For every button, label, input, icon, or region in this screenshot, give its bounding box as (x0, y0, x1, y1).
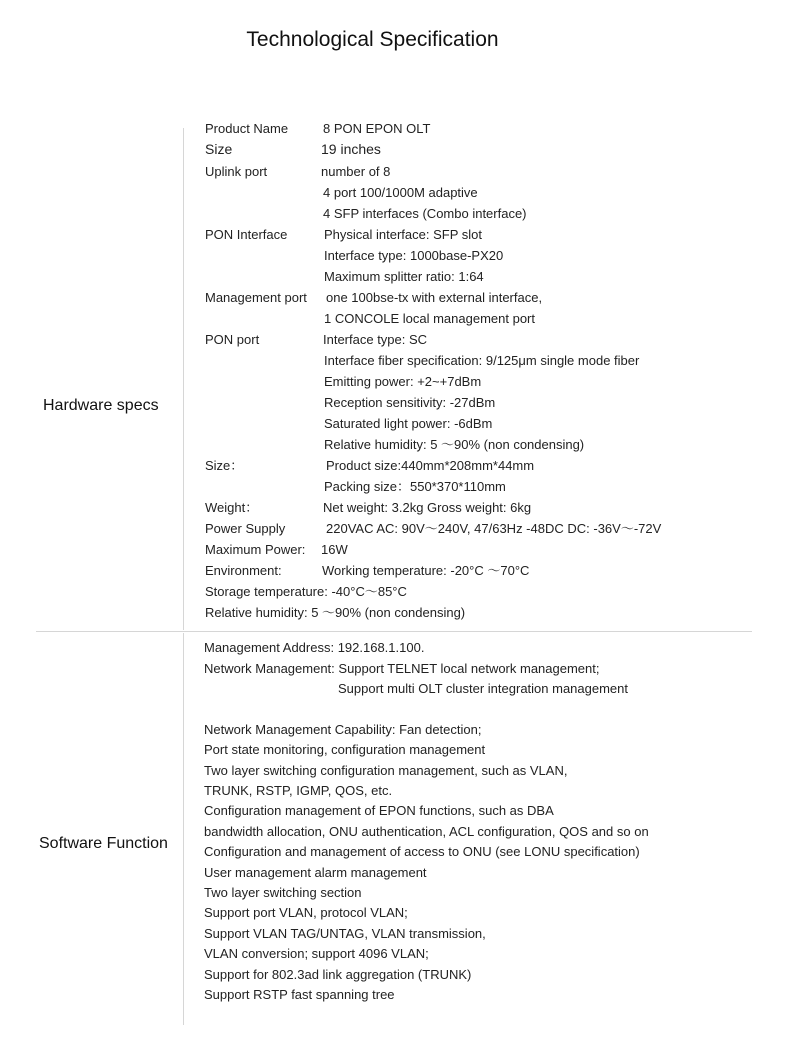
software-function-line: Configuration and management of access to ONU (see LONU specification) (204, 844, 640, 859)
hardware-spec-row (205, 437, 765, 455)
hardware-spec-value: Packing size：550*370*110mm (324, 479, 506, 494)
hardware-spec-label: PON port (205, 332, 260, 347)
hardware-spec-value: Relative humidity: 5 ～90% (non condensing) (324, 437, 585, 452)
hardware-spec-value: Reception sensitivity: -27dBm (324, 395, 496, 410)
hardware-spec-value: 1 CONCOLE local management port (324, 311, 535, 326)
hardware-spec-label: Product Name (205, 121, 289, 136)
hardware-spec-value: 4 SFP interfaces (Combo interface) (323, 206, 527, 221)
hardware-spec-row (205, 121, 765, 139)
hardware-spec-row (205, 458, 765, 476)
hardware-spec-label: PON Interface (205, 227, 288, 242)
hardware-spec-row (205, 353, 765, 371)
hardware-spec-value: number of 8 (321, 164, 391, 179)
hardware-spec-label: Uplink port (205, 164, 268, 179)
hardware-spec-label: Size： (205, 458, 244, 473)
software-function-line: Support for 802.3ad link aggregation (TRUNK) (204, 967, 472, 982)
hardware-spec-value: Physical interface: SFP slot (324, 227, 482, 242)
hardware-spec-value: 220VAC AC: 90V～240V, 47/63Hz -48DC DC: -36V～-72V (326, 521, 662, 536)
hardware-spec-row (205, 164, 765, 182)
software-function-line: Configuration management of EPON functions, such as DBA (204, 803, 554, 818)
hardware-spec-label: Environment: (205, 563, 282, 578)
hardware-spec-row (205, 141, 765, 159)
hardware-spec-row (205, 605, 765, 623)
hardware-spec-value: Interface type: 1000base-PX20 (324, 248, 504, 263)
hardware-spec-label: Storage temperature: -40°C～85°C (205, 584, 407, 599)
hardware-spec-label: Power Supply (205, 521, 286, 536)
hardware-spec-row (205, 185, 765, 203)
hardware-spec-value: Net weight: 3.2kg Gross weight: 6kg (323, 500, 532, 515)
software-function-line: VLAN conversion; support 4096 VLAN; (204, 946, 429, 961)
software-function-line: Support RSTP fast spanning tree (204, 987, 395, 1002)
hardware-spec-value: Product size:440mm*208mm*44mm (326, 458, 535, 473)
hardware-spec-row (205, 332, 765, 350)
software-function-line: Network Management Capability: Fan detection; (204, 722, 482, 737)
hardware-spec-value: 4 port 100/1000M adaptive (323, 185, 478, 200)
hardware-section-label: Hardware specs (43, 397, 159, 414)
hardware-spec-row (205, 227, 765, 245)
hardware-spec-row (205, 500, 765, 518)
hardware-spec-row (205, 374, 765, 392)
software-function-line: Two layer switching section (204, 885, 362, 900)
hardware-spec-label: Maximum Power: (205, 542, 306, 557)
software-function-line: TRUNK, RSTP, IGMP, QOS, etc. (204, 783, 393, 798)
vertical-divider-top (183, 128, 184, 630)
hardware-spec-value: Maximum splitter ratio: 1:64 (324, 269, 484, 284)
hardware-spec-value: 19 inches (321, 141, 381, 157)
hardware-spec-row (205, 416, 765, 434)
vertical-divider-bottom (183, 633, 184, 1025)
hardware-spec-label: Size (205, 141, 233, 157)
hardware-spec-row (205, 248, 765, 266)
hardware-spec-value: Saturated light power: -6dBm (324, 416, 493, 431)
hardware-spec-value: Interface type: SC (323, 332, 428, 347)
software-function-line: Support VLAN TAG/UNTAG, VLAN transmission, (204, 926, 486, 941)
software-function-line: Support multi OLT cluster integration management (338, 681, 628, 696)
hardware-spec-value: 8 PON EPON OLT (323, 121, 431, 136)
hardware-spec-value: Emitting power: +2~+7dBm (324, 374, 482, 389)
section-divider (36, 631, 752, 632)
software-function-line: Port state monitoring, configuration management (204, 742, 486, 757)
hardware-spec-row (205, 521, 765, 539)
hardware-spec-row (205, 395, 765, 413)
hardware-spec-row (205, 290, 765, 308)
hardware-spec-row (205, 479, 765, 497)
hardware-spec-row (205, 584, 765, 602)
hardware-spec-value: Interface fiber specification: 9/125μm single mode fiber (324, 353, 640, 368)
software-section-label: Software Function (39, 835, 168, 852)
software-function-line: Support port VLAN, protocol VLAN; (204, 905, 408, 920)
hardware-spec-row (205, 542, 765, 560)
hardware-spec-value: Working temperature: -20°C ～70°C (322, 563, 530, 578)
software-function-line: User management alarm management (204, 865, 427, 880)
hardware-spec-label: Management port (205, 290, 307, 305)
software-function-line: Management Address: 192.168.1.100. (204, 640, 425, 655)
hardware-spec-row (205, 269, 765, 287)
hardware-spec-row (205, 563, 765, 581)
hardware-spec-label: Relative humidity: 5 ～90% (non condensing) (205, 605, 466, 620)
hardware-spec-label: Weight： (205, 500, 259, 515)
software-function-line: bandwidth allocation, ONU authentication, ACL configuration, QOS and so on (204, 824, 649, 839)
hardware-spec-row (205, 206, 765, 224)
page-title: Technological Specification (246, 28, 499, 51)
software-function-line: Network Management: Support TELNET local network management; (204, 661, 600, 676)
hardware-spec-value: one 100bse-tx with external interface, (326, 290, 543, 305)
software-function-line: Two layer switching configuration management, such as VLAN, (204, 763, 568, 778)
hardware-spec-value: 16W (321, 542, 348, 557)
hardware-spec-row (205, 311, 765, 329)
